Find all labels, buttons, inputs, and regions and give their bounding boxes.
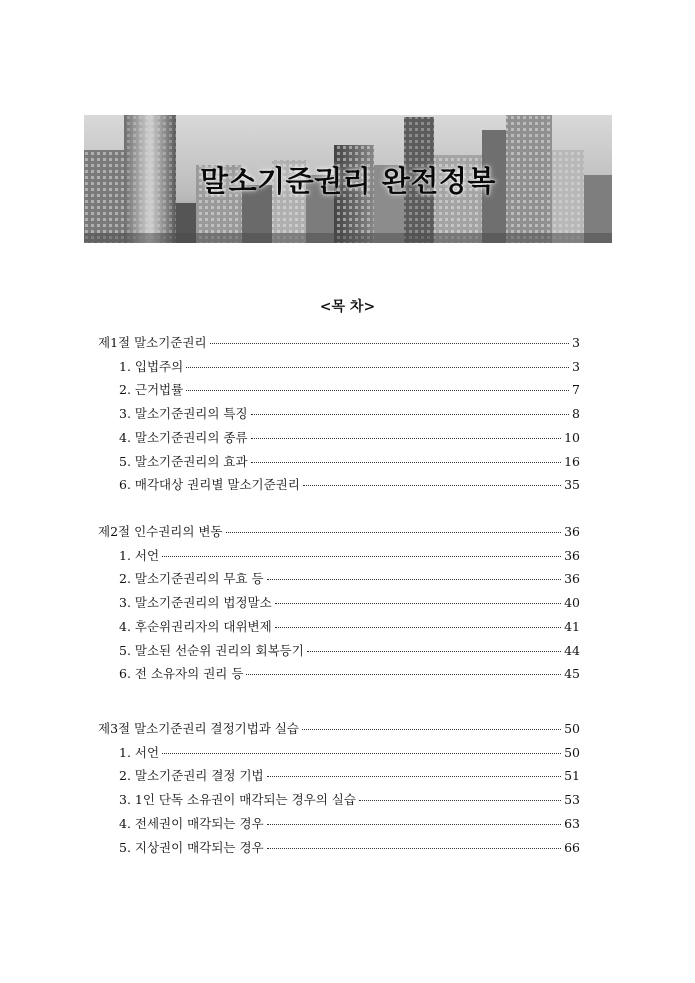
dot-leader — [226, 532, 562, 533]
toc-page-number: 3 — [572, 335, 580, 350]
toc-page-number: 10 — [564, 429, 580, 445]
toc-page-number: 50 — [564, 721, 580, 736]
toc-entry-label: 3. 말소기준권리의 특징 — [119, 406, 248, 422]
dot-leader — [359, 800, 561, 801]
toc-item-row — [119, 380, 580, 398]
dot-leader — [303, 485, 561, 486]
toc-item-row — [119, 475, 580, 493]
toc-section-row — [98, 333, 580, 351]
toc-item-row — [119, 569, 580, 587]
toc-entry-label: 제1절 말소기준권리 — [98, 335, 207, 350]
dot-leader — [186, 390, 569, 391]
toc-item-row — [119, 428, 580, 446]
toc-entry-label: 4. 전세권이 매각되는 경우 — [119, 815, 264, 831]
toc-entry-label: 3. 말소기준권리의 법정말소 — [119, 595, 272, 611]
toc-item-row — [119, 814, 580, 832]
toc-item-row — [119, 617, 580, 635]
dot-leader — [251, 438, 562, 439]
toc-page-number: 35 — [564, 477, 580, 493]
toc-page-number: 50 — [564, 744, 580, 760]
toc-entry-label: 1. 입법주의 — [119, 358, 184, 374]
toc-section-row — [98, 719, 580, 737]
toc-page-number: 3 — [572, 358, 580, 374]
toc-page-number: 44 — [564, 642, 580, 658]
dot-leader — [267, 579, 561, 580]
dot-leader — [162, 753, 561, 754]
toc-item-row — [119, 452, 580, 470]
toc-entry-label: 5. 말소기준권리의 효과 — [119, 453, 248, 469]
toc-entry-label: 6. 매각대상 권리별 말소기준권리 — [119, 477, 300, 493]
toc-page-number: 36 — [564, 547, 580, 563]
toc-item-row — [119, 838, 580, 856]
toc-entry-label: 2. 말소기준권리 결정 기법 — [119, 768, 264, 784]
dot-leader — [302, 729, 561, 730]
toc-page-number: 7 — [572, 382, 580, 398]
toc-page-number: 8 — [572, 406, 580, 422]
toc-page-number: 40 — [564, 595, 580, 611]
toc-item-row — [119, 641, 580, 659]
dot-leader — [275, 603, 561, 604]
toc-entry-label: 1. 서언 — [119, 744, 160, 760]
toc-entry-label: 3. 1인 단독 소유권이 매각되는 경우의 실습 — [119, 792, 356, 808]
toc-page-number: 51 — [564, 768, 580, 784]
toc-page-number: 63 — [564, 815, 580, 831]
toc-item-row — [119, 593, 580, 611]
toc-entry-label: 2. 근거법률 — [119, 382, 184, 398]
dot-leader — [186, 367, 569, 368]
dot-leader — [251, 414, 569, 415]
toc-entry-label: 6. 전 소유자의 권리 등 — [119, 666, 244, 682]
toc-item-row — [119, 357, 580, 375]
toc-entry-label: 5. 지상권이 매각되는 경우 — [119, 839, 264, 855]
toc-page-number: 41 — [564, 618, 580, 634]
toc-page-number: 66 — [564, 839, 580, 855]
toc-item-row — [119, 546, 580, 564]
toc-page-number: 16 — [564, 453, 580, 469]
dot-leader — [267, 776, 561, 777]
dot-leader — [267, 848, 561, 849]
toc-entry-label: 4. 후순위권리자의 대위변제 — [119, 618, 272, 634]
toc-section-row — [98, 522, 580, 540]
dot-leader — [162, 556, 561, 557]
toc-item-row — [119, 664, 580, 682]
toc-entry-label: 제2절 인수권리의 변동 — [98, 524, 223, 539]
toc-entry-label: 5. 말소된 선순위 권리의 회복등기 — [119, 642, 304, 658]
dot-leader — [275, 627, 561, 628]
document-title: 말소기준권리 완전정복 — [200, 164, 496, 198]
title-banner — [84, 115, 612, 243]
toc-page-number: 36 — [564, 524, 580, 539]
toc-entry-label: 1. 서언 — [119, 547, 160, 563]
dot-leader — [251, 462, 562, 463]
toc-item-row — [119, 766, 580, 784]
toc-page-number: 36 — [564, 571, 580, 587]
toc-page-number: 53 — [564, 792, 580, 808]
dot-leader — [210, 343, 570, 344]
toc-item-row — [119, 404, 580, 422]
toc-item-row — [119, 790, 580, 808]
dot-leader — [246, 674, 561, 675]
dot-leader — [307, 651, 561, 652]
toc-entry-label: 제3절 말소기준권리 결정기법과 실습 — [98, 721, 299, 736]
toc-page-number: 45 — [564, 666, 580, 682]
toc-entry-label: 2. 말소기준권리의 무효 등 — [119, 571, 264, 587]
toc-entry-label: 4. 말소기준권리의 종류 — [119, 429, 248, 445]
dot-leader — [267, 824, 561, 825]
toc-heading: <목 차> — [319, 299, 376, 315]
toc-item-row — [119, 743, 580, 761]
